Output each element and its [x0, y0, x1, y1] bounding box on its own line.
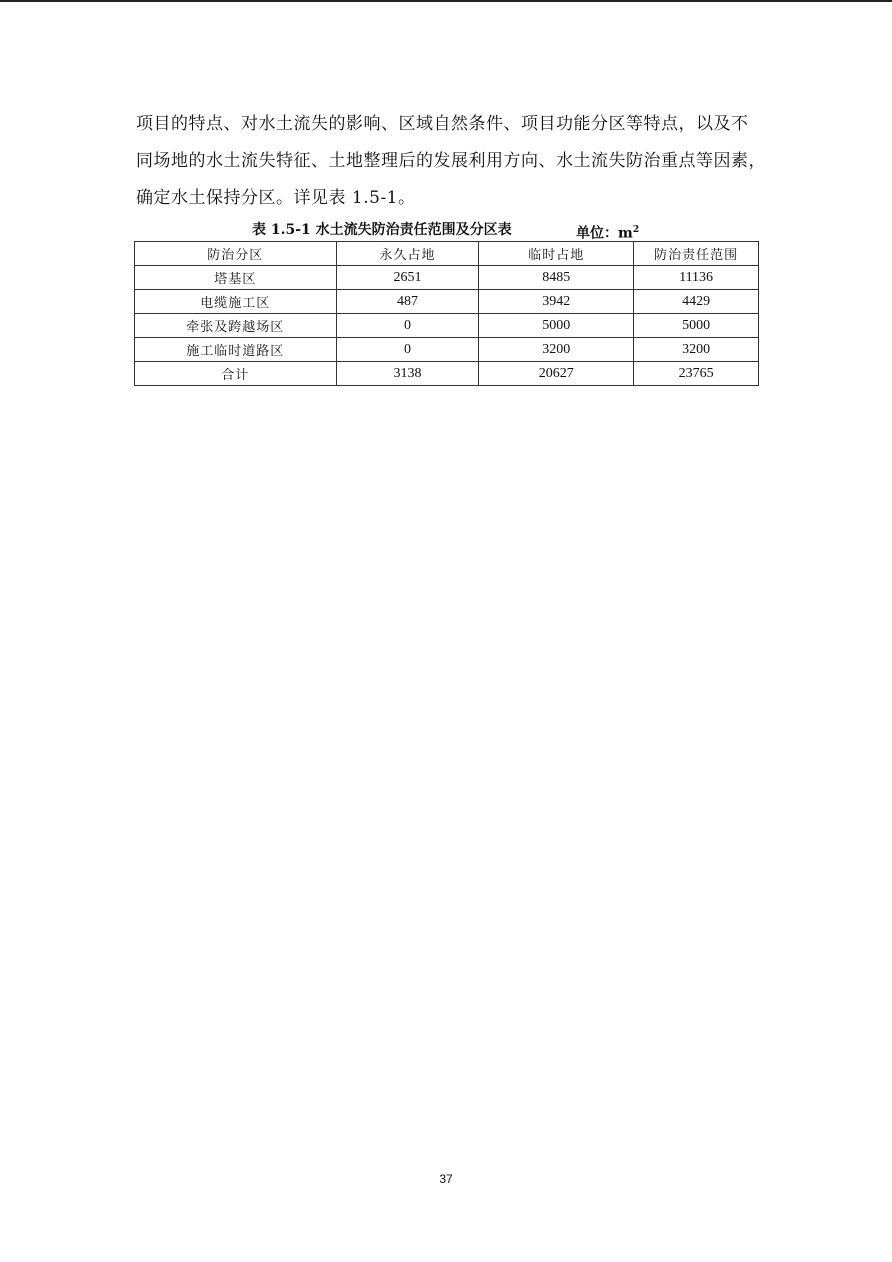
responsibility-area-total-cell: 23765	[634, 362, 759, 386]
table-unit-label: 单位：m	[576, 225, 633, 242]
page-number: 37	[439, 1172, 453, 1186]
permanent-area-total-cell: 3138	[336, 362, 479, 386]
body-paragraph	[136, 106, 766, 217]
permanent-area-cell: 0	[336, 338, 479, 362]
table-unit-superscript: 2	[632, 225, 640, 235]
zone-name-cell: 电缆施工区	[135, 290, 337, 314]
header-cell: 永久占地	[336, 242, 479, 266]
temporary-area-cell: 8485	[479, 266, 634, 290]
responsibility-table	[134, 241, 759, 386]
top-border-rule	[0, 0, 892, 2]
paragraph-line: 同场地的水土流失特征、土地整理后的发展利用方向、水土流失防治重点等因素，	[136, 151, 766, 171]
header-cell: 防治分区	[135, 242, 337, 266]
page-body	[136, 106, 766, 386]
temporary-area-cell: 3200	[479, 338, 634, 362]
total-label-cell: 合计	[135, 362, 337, 386]
responsibility-area-cell: 11136	[634, 266, 759, 290]
zone-name-cell: 牵张及跨越场区	[135, 314, 337, 338]
table-row	[135, 290, 759, 314]
paragraph-line: 确定水土保持分区。详见表 1.5-1。	[136, 188, 416, 208]
table-header-row	[135, 242, 759, 266]
permanent-area-cell: 2651	[336, 266, 479, 290]
responsibility-area-cell: 5000	[634, 314, 759, 338]
table-row	[135, 338, 759, 362]
table-caption	[136, 219, 760, 241]
temporary-area-total-cell: 20627	[479, 362, 634, 386]
zone-name-cell: 塔基区	[135, 266, 337, 290]
permanent-area-cell: 0	[336, 314, 479, 338]
header-cell: 临时占地	[479, 242, 634, 266]
table-row	[135, 266, 759, 290]
responsibility-area-cell: 4429	[634, 290, 759, 314]
permanent-area-cell: 487	[336, 290, 479, 314]
table-total-row	[135, 362, 759, 386]
table-title: 表 1.5-1 水土流失防治责任范围及分区表	[252, 222, 512, 238]
table-unit	[576, 219, 639, 245]
zone-name-cell: 施工临时道路区	[135, 338, 337, 362]
temporary-area-cell: 5000	[479, 314, 634, 338]
responsibility-area-cell: 3200	[634, 338, 759, 362]
paragraph-line: 项目的特点、对水土流失的影响、区域自然条件、项目功能分区等特点，以及不	[136, 114, 749, 134]
temporary-area-cell: 3942	[479, 290, 634, 314]
header-cell: 防治责任范围	[634, 242, 759, 266]
table-row	[135, 314, 759, 338]
